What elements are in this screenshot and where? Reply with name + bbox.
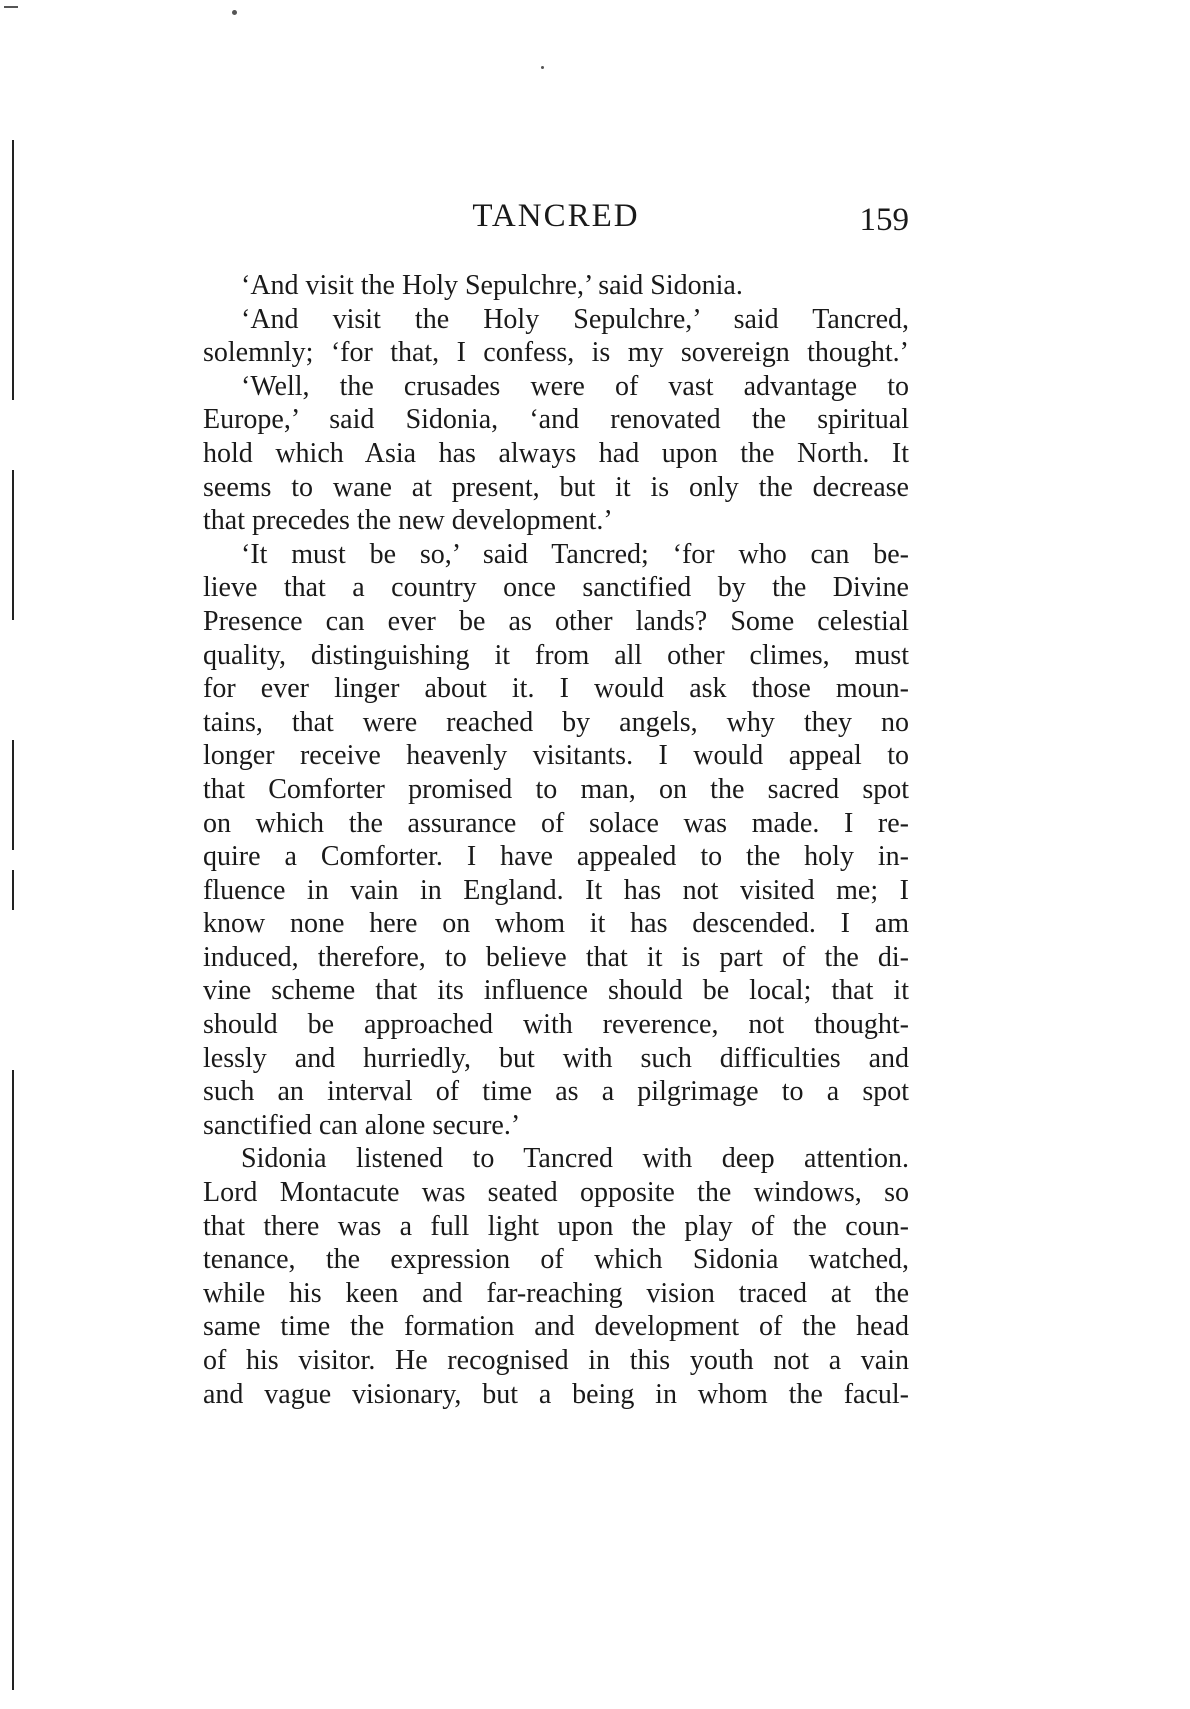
text-line: lessly and hurriedly, but with such difficulties and: [203, 1042, 909, 1074]
text-line: induced, therefore, to believe that it is part of the di-: [203, 941, 909, 973]
text-line: Europe,’ said Sidonia, ‘and renovated the spiritual: [203, 404, 909, 436]
text-line: seems to wane at present, but it is only the decrease: [203, 471, 909, 503]
binding-edge-mark: [12, 140, 14, 400]
binding-edge-mark: [12, 870, 14, 910]
text-line: sanctified can alone secure.’: [203, 1109, 521, 1141]
paper-speck: [541, 66, 544, 69]
paper-speck: [4, 6, 18, 8]
text-line: lieve that a country once sanctified by the Divine: [203, 572, 909, 604]
text-line: while his keen and far-reaching vision traced at the: [203, 1277, 909, 1309]
text-line: of his visitor. He recognised in this youth not a vain: [203, 1345, 909, 1376]
binding-edge-mark: [12, 470, 14, 620]
body-text: [203, 269, 909, 1411]
text-line: that Comforter promised to man, on the sacred spot: [203, 773, 909, 805]
text-line: Lord Montacute was seated opposite the windows, so: [203, 1177, 909, 1209]
binding-edge-mark: [12, 740, 14, 850]
running-head: [203, 198, 909, 238]
text-line: fluence in vain in England. It has not visited me; I: [203, 874, 909, 906]
text-line: hold which Asia has always had upon the North. It: [203, 437, 909, 469]
running-title: TANCRED: [472, 198, 640, 234]
text-line: should be approached with reverence, not thought-: [203, 1009, 909, 1041]
text-line: same time the formation and development of the head: [203, 1311, 909, 1343]
page-number: 159: [859, 202, 909, 238]
text-line: such an interval of time as a pilgrimage to a spot: [203, 1076, 909, 1108]
text-line: ‘And visit the Holy Sepulchre,’ said Sidonia.: [241, 270, 743, 301]
text-line: longer receive heavenly visitants. I would appeal to: [203, 740, 909, 772]
text-line: ‘It must be so,’ said Tancred; ‘for who can be-: [241, 538, 909, 570]
text-line: tains, that were reached by angels, why they no: [203, 706, 909, 738]
text-line: ‘And visit the Holy Sepulchre,’ said Tancred,: [241, 303, 909, 335]
text-line: on which the assurance of solace was made. I re-: [203, 807, 909, 839]
text-line: Sidonia listened to Tancred with deep attention.: [241, 1143, 909, 1175]
text-line: and vague visionary, but a being in whom the facul-: [203, 1378, 909, 1410]
text-line: Presence can ever be as other lands? Some celestial: [203, 605, 909, 637]
text-line: know none here on whom it has descended. I am: [203, 908, 909, 940]
text-line: for ever linger about it. I would ask those moun-: [203, 673, 909, 705]
binding-edge-mark: [12, 1070, 14, 1690]
text-line: quality, distinguishing it from all other climes, must: [203, 639, 909, 671]
text-line: quire a Comforter. I have appealed to the holy in-: [203, 841, 909, 873]
text-line: ‘Well, the crusades were of vast advantage to: [241, 370, 909, 402]
text-line: that there was a full light upon the play of the coun-: [203, 1210, 909, 1242]
text-line: solemnly; ‘for that, I confess, is my sovereign thought.’: [203, 337, 909, 369]
text-line: that precedes the new development.’: [203, 505, 613, 537]
text-line: tenance, the expression of which Sidonia watched,: [203, 1244, 909, 1276]
text-line: vine scheme that its influence should be local; that it: [203, 975, 909, 1007]
paper-speck: [232, 10, 237, 15]
